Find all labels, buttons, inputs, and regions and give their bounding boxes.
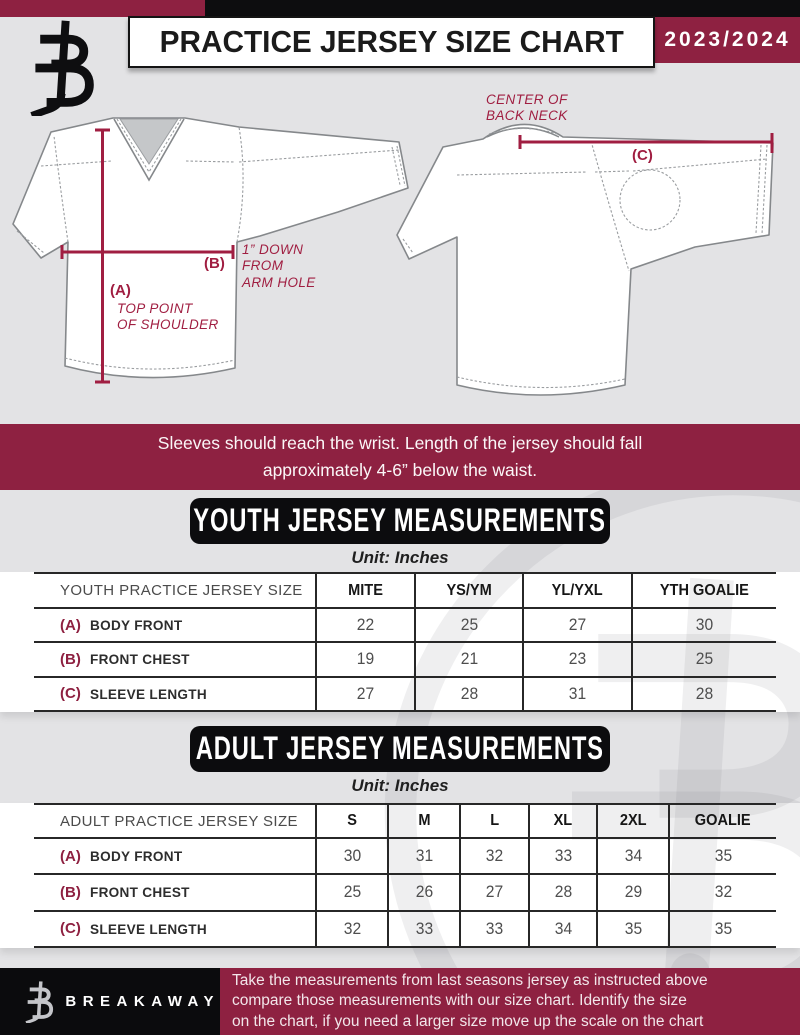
youth-a-ylyxl: 27 bbox=[568, 615, 587, 635]
adult-row-b-label: (B) FRONT CHEST bbox=[34, 875, 315, 911]
label-b: (B) bbox=[204, 255, 225, 272]
youth-row-header: YOUTH PRACTICE JERSEY SIZE bbox=[60, 582, 303, 599]
adult-col-m: M bbox=[418, 812, 431, 829]
adult-a-xl: 33 bbox=[554, 846, 572, 866]
adult-b-s: 25 bbox=[343, 882, 361, 902]
adult-b-xl: 28 bbox=[554, 882, 572, 902]
youth-section-header bbox=[190, 498, 610, 544]
youth-b-ysym: 21 bbox=[460, 649, 478, 669]
youth-c-ysym: 28 bbox=[460, 683, 478, 703]
youth-c-ylyxl: 31 bbox=[568, 683, 587, 703]
adult-a-goalie: 35 bbox=[714, 846, 732, 866]
adult-c-l: 33 bbox=[485, 918, 504, 938]
footer-b-logo-icon bbox=[24, 981, 55, 1023]
youth-a-ysym: 25 bbox=[460, 615, 478, 635]
youth-col-ysym: YS/YM bbox=[446, 581, 492, 599]
note-a: TOP POINT OF SHOULDER bbox=[117, 301, 219, 333]
adult-c-2xl: 35 bbox=[624, 918, 643, 938]
adult-b-goalie: 32 bbox=[714, 882, 732, 902]
youth-section-title: YOUTH JERSEY MEASUREMENTS bbox=[193, 502, 607, 539]
footer-note-line-1: Take the measurements from last seasons jersey as instructed above bbox=[232, 972, 708, 990]
adult-section-header bbox=[190, 726, 610, 772]
footer-note-line-3: on the chart, if you need a larger size move up the scale on the chart bbox=[232, 1012, 704, 1030]
youth-unit-label: Unit: Inches bbox=[351, 548, 449, 567]
adult-col-s: S bbox=[347, 812, 358, 829]
footer-note-line-2: compare those measurements with our size chart. Identify the size bbox=[232, 992, 687, 1010]
season-badge bbox=[655, 17, 800, 63]
adult-c-s: 32 bbox=[343, 918, 361, 938]
label-a: (A) bbox=[110, 282, 131, 299]
adult-row-a-label: (A) BODY FRONT bbox=[34, 839, 315, 875]
adult-a-m: 31 bbox=[415, 846, 433, 866]
youth-col-ylyxl: YL/YXL bbox=[551, 581, 603, 599]
banner-line-2: approximately 4-6” below the waist. bbox=[262, 460, 538, 480]
adult-unit-label: Unit: Inches bbox=[351, 776, 449, 795]
adult-b-m: 26 bbox=[415, 882, 433, 902]
adult-c-xl: 34 bbox=[554, 918, 572, 938]
adult-c-m: 33 bbox=[415, 918, 433, 938]
youth-b-ylyxl: 23 bbox=[568, 649, 587, 669]
youth-c-mite: 27 bbox=[356, 683, 375, 703]
adult-col-l: L bbox=[490, 812, 500, 829]
footer-brand-name: BREAKAWAY bbox=[65, 993, 220, 1010]
youth-col-goalie: YTH GOALIE bbox=[659, 581, 749, 599]
youth-a-mite: 22 bbox=[356, 615, 375, 635]
youth-b-mite: 19 bbox=[356, 649, 375, 669]
adult-c-goalie: 35 bbox=[714, 918, 732, 938]
top-bar-black bbox=[205, 0, 800, 17]
season-label: 2023/2024 bbox=[664, 28, 791, 51]
adult-col-xl: XL bbox=[553, 812, 573, 829]
footer-brand-block bbox=[0, 968, 220, 1035]
footer-instructions bbox=[220, 968, 800, 1035]
adult-row-header: ADULT PRACTICE JERSEY SIZE bbox=[60, 812, 298, 830]
youth-b-goalie: 25 bbox=[695, 649, 713, 669]
youth-col-mite: MITE bbox=[348, 581, 383, 599]
top-bar-maroon bbox=[0, 0, 205, 17]
adult-b-2xl: 29 bbox=[624, 882, 643, 902]
adult-row-c-label: (C) SLEEVE LENGTH bbox=[34, 912, 315, 948]
adult-col-2xl: 2XL bbox=[620, 812, 647, 829]
youth-row-c-label: (C) SLEEVE LENGTH bbox=[34, 678, 315, 712]
adult-a-l: 32 bbox=[485, 846, 504, 866]
adult-b-l: 27 bbox=[485, 882, 504, 902]
youth-a-goalie: 30 bbox=[695, 615, 713, 635]
adult-a-s: 30 bbox=[343, 846, 361, 866]
adult-size-table bbox=[34, 803, 776, 948]
adult-a-2xl: 34 bbox=[624, 846, 643, 866]
fit-note-banner bbox=[0, 424, 800, 490]
youth-c-goalie: 28 bbox=[695, 683, 713, 703]
youth-row-a-label: (A) BODY FRONT bbox=[34, 609, 315, 643]
label-c: (C) bbox=[632, 147, 653, 164]
note-b: 1” DOWN FROM ARM HOLE bbox=[242, 242, 316, 290]
adult-section-title: ADULT JERSEY MEASUREMENTS bbox=[195, 730, 605, 767]
page-title-box bbox=[128, 16, 655, 68]
banner-line-1: Sleeves should reach the wrist. Length of the jersey should fall bbox=[157, 433, 643, 454]
page-title: PRACTICE JERSEY SIZE CHART bbox=[159, 24, 624, 59]
adult-col-goalie: GOALIE bbox=[695, 812, 752, 829]
youth-size-table bbox=[34, 572, 776, 712]
back-jersey-diagram bbox=[395, 85, 795, 415]
front-jersey-diagram bbox=[8, 100, 428, 400]
youth-row-b-label: (B) FRONT CHEST bbox=[34, 643, 315, 677]
note-c: CENTER OF BACK NECK bbox=[486, 92, 568, 124]
